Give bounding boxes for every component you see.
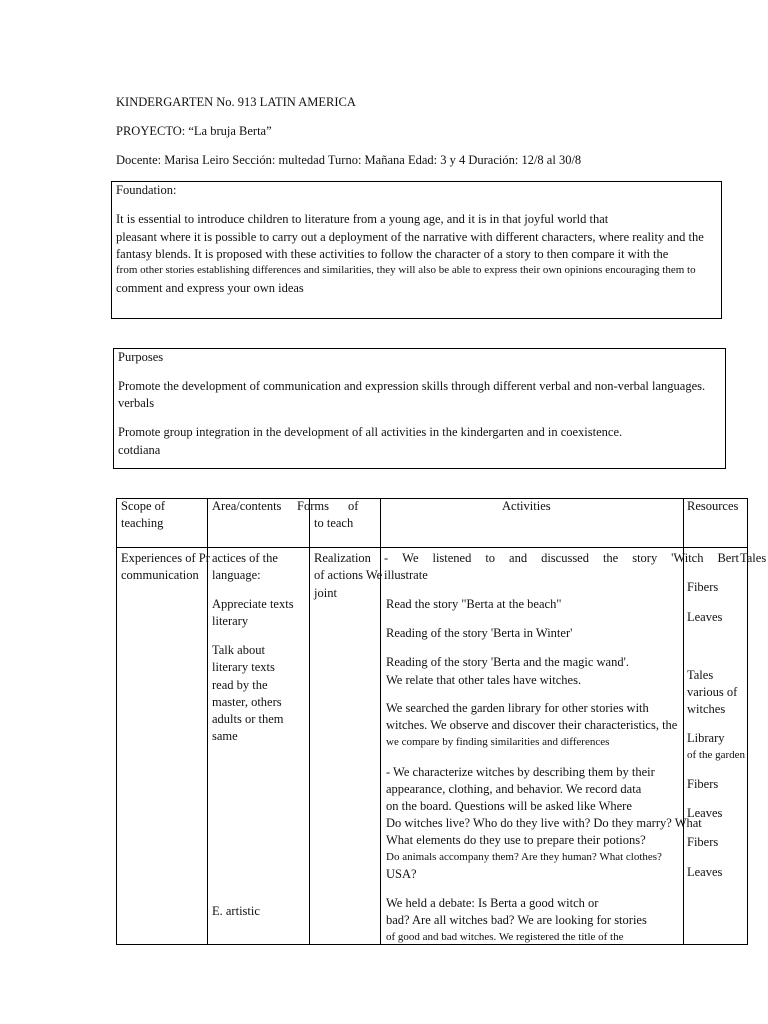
purposes-box (113, 348, 726, 469)
activity-debate-3: of good and bad witches. We registered the title of the (386, 931, 624, 943)
activity-charact-3: on the board. Questions will be asked like Where (386, 799, 632, 813)
resource-leaves-2: Leaves (687, 806, 723, 820)
school-name: KINDERGARTEN No. 913 LATIN AMERICA (116, 95, 356, 109)
resource-fibers-3: Fibers (687, 835, 719, 849)
foundation-line-3: fantasy blends. It is proposed with these activities to follow the character of a story to then compare it with the (116, 247, 669, 261)
activity-charact-4: Do witches live? Who do they live with? Do they marry? What (386, 816, 702, 830)
foundation-line-5: comment and express your own ideas (116, 281, 304, 295)
resource-library-garden: of the garden (687, 749, 746, 761)
activity-word: discussed (541, 551, 589, 565)
foundation-line-1: It is essential to introduce children to literature from a young age, and it is in that joyful world that (116, 212, 609, 226)
activity-read-2: Reading of the story 'Berta in Winter' (386, 626, 573, 640)
activity-usa: USA? (386, 867, 417, 881)
resource-tales-various-1: Tales (687, 668, 714, 682)
resource-fibers-2: Fibers (687, 777, 719, 791)
header-resources: Resources (687, 499, 739, 513)
purpose-1-cont: verbals (118, 396, 155, 410)
activity-debate-1: We held a debate: Is Berta a good witch or (386, 896, 599, 910)
resource-leaves-3: Leaves (687, 865, 723, 879)
foundation-line-4: from other stories establishing differences and similarities, they will also be able to express their own opinions encouraging them to (116, 264, 696, 276)
activity-relate: We relate that other tales have witches. (386, 673, 582, 687)
activity-word: to (485, 551, 496, 565)
header-forms-teach: to teach (314, 516, 354, 530)
header-forms-of: of (348, 499, 359, 513)
activity-debate-2: bad? Are all witches bad? We are looking for stories (386, 913, 647, 927)
area-line-1: actices of the (212, 551, 278, 565)
activity-first-line (384, 550, 739, 567)
forms-line-3: joint (314, 586, 337, 600)
header-scope-2: teaching (121, 516, 164, 530)
activity-charact-6: Do animals accompany them? Are they human? What clothes? (386, 851, 662, 863)
activity-word: 'Witch (671, 551, 704, 565)
resource-tales-various-2: various of (687, 685, 738, 699)
activity-word: listened (432, 551, 472, 565)
activity-read-3: Reading of the story 'Berta and the magic wand'. (386, 655, 629, 669)
activity-word: the (602, 551, 619, 565)
area-artistic: E. artistic (212, 904, 260, 918)
area-talk-4: master, others (212, 695, 282, 709)
area-talk-3: read by the (212, 678, 268, 692)
activity-word: and (509, 551, 528, 565)
activity-search-1: We searched the garden library for other stories with (386, 701, 649, 715)
header-activities: Activities (502, 499, 551, 513)
activity-search-3: we compare by finding similarities and differences (386, 736, 610, 748)
resource-library: Library (687, 731, 725, 745)
purpose-2-cont: cotdiana (118, 443, 161, 457)
activity-first-tail: illustrate (384, 568, 428, 582)
header-forms: Forms (297, 499, 329, 513)
scope-line-2: communication (121, 568, 199, 582)
activity-charact-1: - We characterize witches by describing them by their (386, 765, 655, 779)
area-line-2: language: (212, 568, 261, 582)
activity-charact-5: What elements do they use to prepare their potions? (386, 833, 646, 847)
activity-read-1: Read the story "Berta at the beach" (386, 597, 562, 611)
resource-tales-various-3: witches (687, 702, 726, 716)
activity-word: We (402, 551, 419, 565)
area-appreciate-2: literary (212, 614, 249, 628)
header-area: Area/contents (212, 499, 282, 513)
area-talk-5: adults or them (212, 712, 284, 726)
scope-line-1: Experiences of Pr (121, 551, 210, 565)
header-scope-1: Scope of (121, 499, 166, 513)
activity-word: - (384, 551, 389, 565)
purpose-2: Promote group integration in the development of all activities in the kindergarten and in coexistence. (118, 425, 623, 439)
activity-search-2: witches. We observe and discover their characteristics, the (386, 718, 678, 732)
purpose-1: Promote the development of communication and expression skills through different verbal and non-verbal languages. (118, 379, 706, 393)
purposes-title: Purposes (118, 350, 164, 364)
forms-line-1: Realization (314, 551, 371, 565)
activity-word: Bert (717, 551, 739, 565)
foundation-title: Foundation: (116, 183, 177, 197)
forms-line-2: of actions We (314, 568, 383, 582)
resource-fibers-1: Fibers (687, 580, 719, 594)
activity-charact-2: appearance, clothing, and behavior. We record data (386, 782, 642, 796)
area-talk-1: Talk about (212, 643, 265, 657)
project-title: PROYECTO: “La bruja Berta” (116, 124, 272, 138)
resource-leaves-1: Leaves (687, 610, 723, 624)
area-appreciate-1: Appreciate texts (212, 597, 294, 611)
foundation-line-2: pleasant where it is possible to carry out a deployment of the narrative with different characters, where reality and the (116, 230, 704, 244)
area-talk-6: same (212, 729, 238, 743)
area-talk-2: literary texts (212, 660, 275, 674)
teacher-info: Docente: Marisa Leiro Sección: multedad Turno: Mañana Edad: 3 y 4 Duración: 12/8 al 30/8 (116, 153, 582, 167)
activity-word: story (632, 551, 658, 565)
resource-tales: Tales (740, 551, 767, 565)
